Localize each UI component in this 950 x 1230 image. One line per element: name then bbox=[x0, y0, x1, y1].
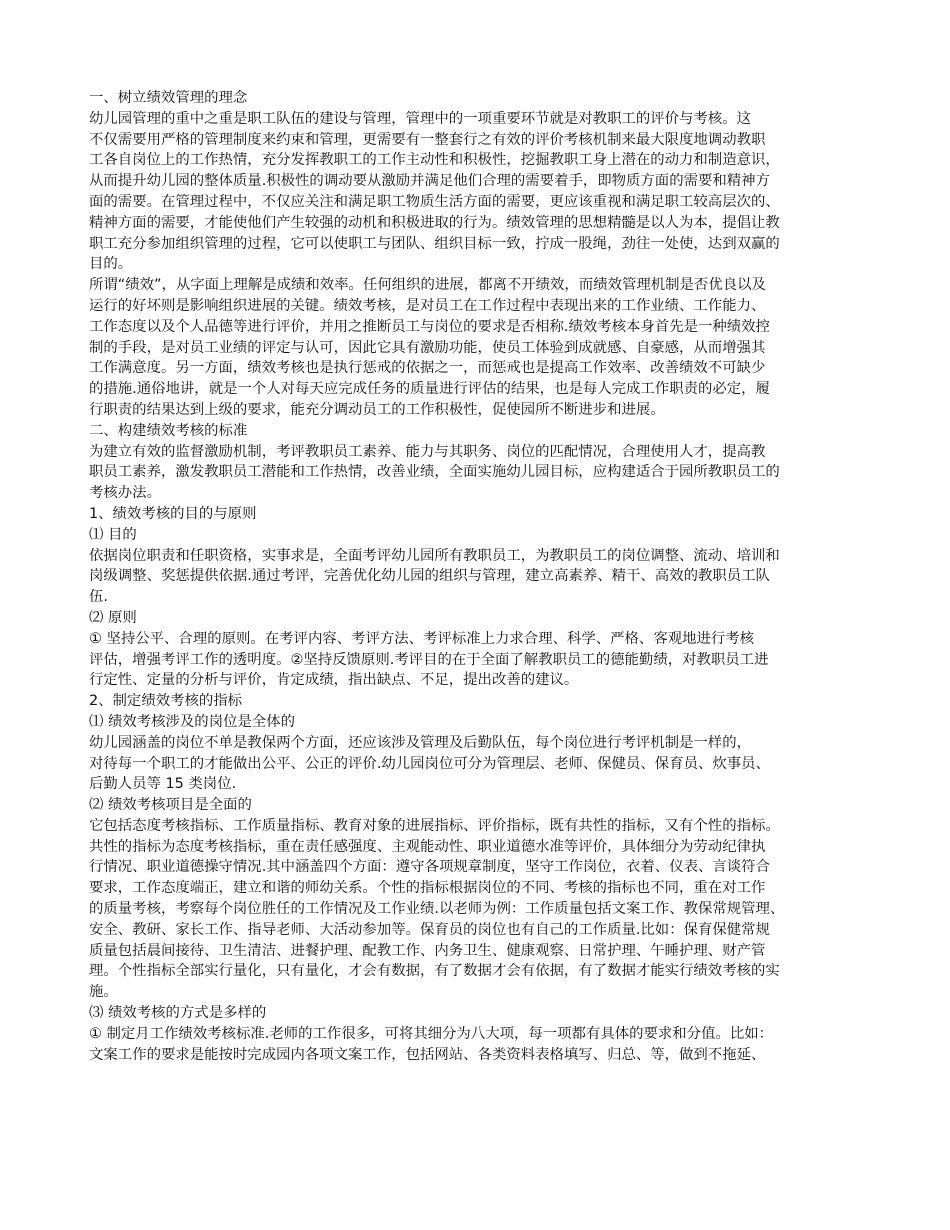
text-line: 工作满意度。另一方面，绩效考核也是执行惩戒的依据之一，而惩戒也是提高工作效率、改善绩效不可缺少 bbox=[89, 360, 766, 377]
text-line: 依据岗位职责和任职资格，实事求是，全面考评幼儿园所有教职员工，为教职员工的岗位调整、流动、培训和 bbox=[89, 547, 780, 564]
text-line: 不仅需要用严格的管理制度来约束和管理，更需要有一整套行之有效的评价考核机制来最大限度地调动教职 bbox=[89, 131, 766, 148]
text-line: 它包括态度考核指标、工作质量指标、教育对象的进展指标、评价指标，既有共性的指标，又有个性的指标。 bbox=[89, 817, 780, 834]
text-line: ⑵ 原则 bbox=[89, 609, 137, 626]
text-line: 所谓“绩效”，从字面上理解是成绩和效率。任何组织的进展，都离不开绩效，而绩效管理机制是否优良以及 bbox=[89, 277, 766, 294]
text-line: 考核办法。 bbox=[89, 485, 161, 502]
text-line: 面的需要。在管理过程中，不仅应关注和满足职工物质生活方面的需要，更应该重视和满足职工较高层次的、 bbox=[89, 193, 780, 210]
text-line: 从而提升幼儿园的整体质量.积极性的调动要从激励并满足他们合理的需要着手，即物质方面的需要和精神方 bbox=[89, 173, 770, 190]
text-line: 运行的好坏则是影响组织进展的关键。绩效考核，是对员工在工作过程中表现出来的工作业绩、工作能力、 bbox=[89, 297, 766, 314]
text-line: 2、制定绩效考核的指标 bbox=[89, 693, 243, 710]
text-line: 二、构建绩效考核的标准 bbox=[89, 422, 248, 439]
text-line: 质量包括晨间接待、卫生清洁、进餐护理、配教工作、内务卫生、健康观察、日常护理、午睡护理、财产管 bbox=[89, 942, 766, 959]
text-line: 行定性、定量的分析与评价，肯定成绩，指出缺点、不足，提出改善的建议。 bbox=[89, 672, 579, 689]
text-line: 的措施.通俗地讲，就是一个人对每天应完成任务的质量进行评估的结果，也是每人完成工作职责的必定，履 bbox=[89, 381, 770, 398]
text-line: 职员工素养，激发教职员工潜能和工作热情，改善业绩，全面实施幼儿园目标，应构建适合于园所教职员工的 bbox=[89, 464, 780, 481]
text-line: 共性的指标为态度考核指标，重在责任感强度、主观能动性、职业道德水准等评价，具体细分为劳动纪律执 bbox=[89, 838, 766, 855]
text-line: 工作态度以及个人品德等进行评价，并用之推断员工与岗位的要求是否相称.绩效考核本身首先是一种绩效控 bbox=[89, 318, 770, 335]
text-line: 制的手段，是对员工业绩的评定与认可，因此它具有激励功能，使员工体验到成就感、自豪感，从而增强其 bbox=[89, 339, 766, 356]
text-line: 评估，增强考评工作的透明度。②坚持反馈原则.考评目的在于全面了解教职员工的德能勤绩，对教职员工进 bbox=[89, 651, 769, 668]
text-line: 文案工作的要求是能按时完成园内各项文案工作，包括网站、各类资料表格填写、归总、等，做到不拖延、 bbox=[89, 1046, 766, 1063]
text-line: 为建立有效的监督激励机制，考评教职员工素养、能力与其职务、岗位的匹配情况，合理使用人才，提高教 bbox=[89, 443, 766, 460]
text-line: 理。个性指标全部实行量化，只有量化，才会有数据，有了数据才会有依据，有了数据才能实行绩效考核的实 bbox=[89, 963, 780, 980]
document-body bbox=[89, 88, 865, 1065]
text-line: 精神方面的需要，才能使他们产生较强的动机和积极进取的行为。绩效管理的思想精髓是以人为本，提倡让教 bbox=[89, 214, 780, 231]
text-line: 要求，工作态度端正，建立和谐的师幼关系。个性的指标根据岗位的不同、考核的指标也不同，重在对工作 bbox=[89, 880, 766, 897]
text-line: 行职责的结果达到上级的要求，能充分调动员工的工作积极性，促使园所不断进步和进展。 bbox=[89, 401, 665, 418]
text-line: 职工充分参加组织管理的过程，它可以使职工与团队、组织目标一致，拧成一股绳，劲往一处使，达到双赢的 bbox=[89, 235, 780, 252]
text-line: 的质量考核，考察每个岗位胜任的工作情况及工作业绩.以老师为例：工作质量包括文案工作、教保常规管理、 bbox=[89, 901, 785, 918]
text-line: 工各自岗位上的工作热情，充分发挥教职工的工作主动性和积极性，挖掘教职工身上潜在的动力和制造意识， bbox=[89, 152, 780, 169]
text-line: 幼儿园涵盖的岗位不单是教保两个方面，还应该涉及管理及后勤队伍，每个岗位进行考评机制是一样的， bbox=[89, 734, 751, 751]
text-line: 幼儿园管理的重中之重是职工队伍的建设与管理，管理中的一项重要环节就是对教职工的评价与考核。这 bbox=[89, 110, 751, 127]
text-line: 目的。 bbox=[89, 256, 133, 273]
text-line: ⑶ 绩效考核的方式是多样的 bbox=[89, 1005, 267, 1022]
text-line: 施。 bbox=[89, 984, 118, 1001]
text-line: ⑴ 绩效考核涉及的岗位是全体的 bbox=[89, 713, 296, 730]
text-line: 安全、教研、家长工作、指导老师、大活动参加等。保育员的岗位也有自己的工作质量.比如：保育保健常规 bbox=[89, 921, 770, 938]
text-line: 伍. bbox=[89, 589, 108, 606]
text-line: ⑵ 绩效考核项目是全面的 bbox=[89, 797, 252, 814]
text-line: 后勤人员等 15 类岗位. bbox=[89, 776, 237, 793]
text-line: 行情况、职业道德操守情况.其中涵盖四个方面：遵守各项规章制度，坚守工作岗位，衣着、仪表、言谈符合 bbox=[89, 859, 770, 876]
text-line: 一、树立绩效管理的理念 bbox=[89, 90, 248, 106]
text-line: ① 坚持公平、合理的原则。在考评内容、考评方法、考评标准上力求合理、科学、严格、客观地进行考核 bbox=[89, 630, 755, 647]
text-line: ⑴ 目的 bbox=[89, 526, 137, 543]
text-line: ① 制定月工作绩效考核标准.老师的工作很多，可将其细分为八大项，每一项都有具体的要求和分值。比如： bbox=[89, 1025, 774, 1042]
text-line: 对待每一个职工的才能做出公平、公正的评价.幼儿园岗位可分为管理层、老师、保健员、保育员、炊事员、 bbox=[89, 755, 770, 772]
text-line: 岗级调整、奖惩提供依据.通过考评，完善优化幼儿园的组织与管理，建立高素养、精干、高效的教职员工队 bbox=[89, 568, 770, 585]
text-line: 1、绩效考核的目的与原则 bbox=[89, 505, 257, 522]
